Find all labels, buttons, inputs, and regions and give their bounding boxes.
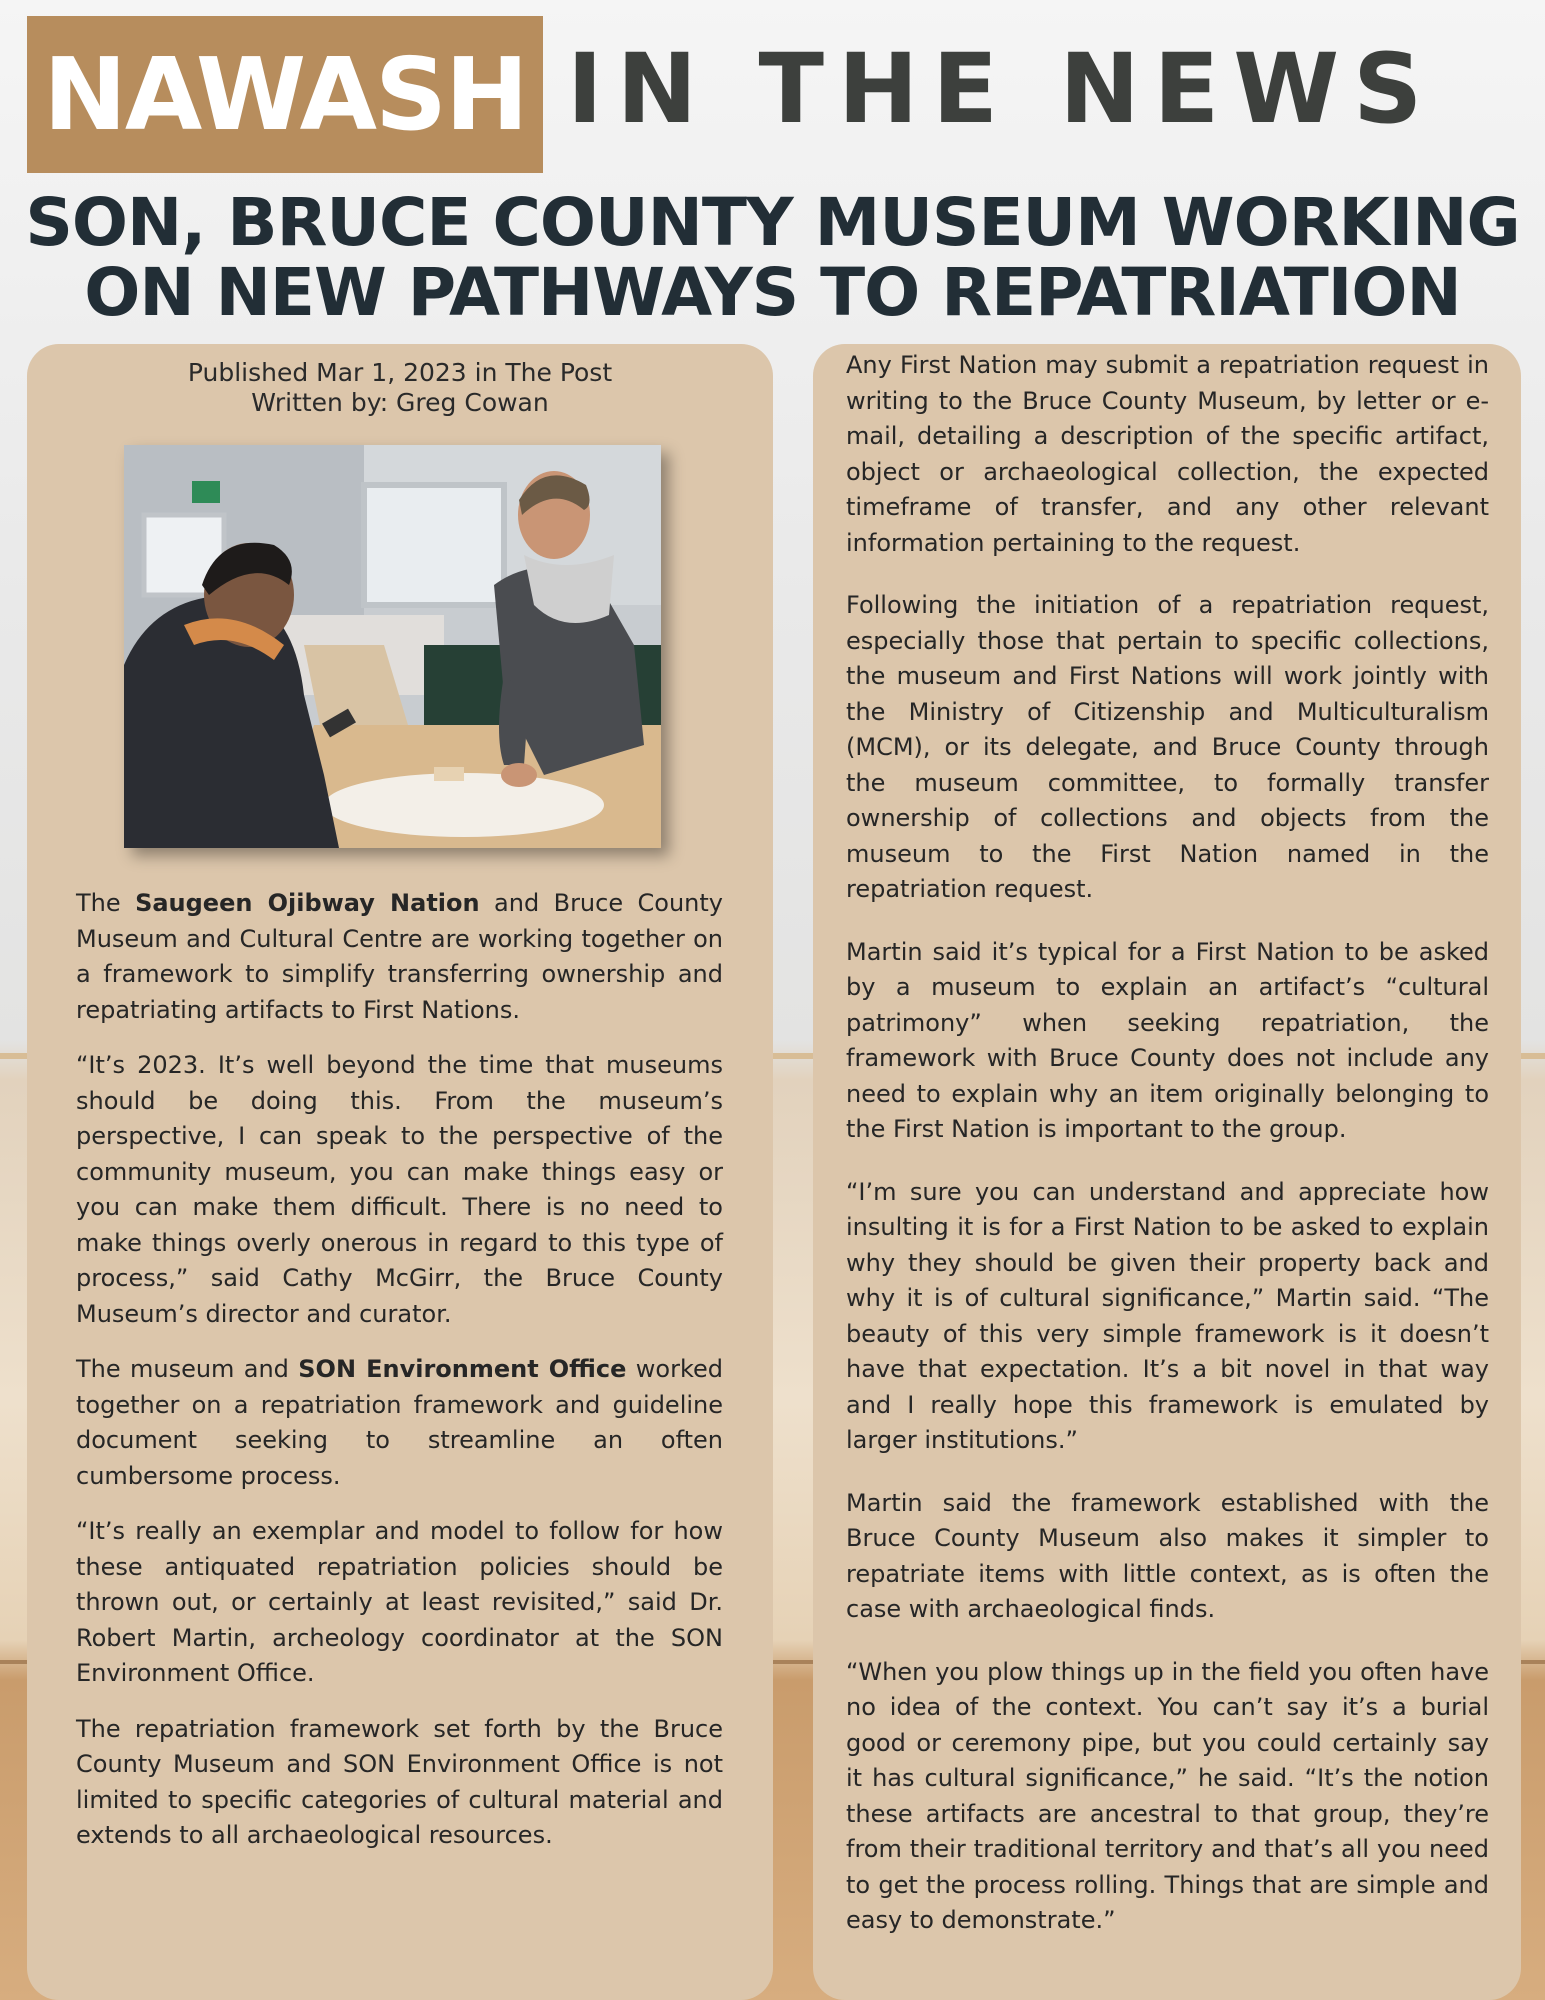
brand-box [27, 16, 543, 173]
left-article-body [76, 886, 723, 1874]
paragraph: “It’s 2023. It’s well beyond the time that museums should be doing this. From the museum’s perspective, I can speak to the perspective of the community museum, you can make things easy or you can make them difficult. There is no need to make things overly onerous in regard to this type of process,” said Cathy McGirr, the Bruce County Museum’s director and curator. [76, 1051, 723, 1328]
byline [27, 358, 773, 418]
author: Written by: Greg Cowan [251, 388, 549, 417]
photo-illustration [124, 445, 661, 848]
paragraph: “When you plow things up in the field you often have no idea of the context. You can’t say it’s a burial good or ceremony pipe, but you could certainly say it has cultural significance,” he said. “It’s the notion these artifacts are ancestral to that group, they’re from their traditional territory and that’s all you need to get the process rolling. Things that are simple and easy to demonstrate.” [846, 1657, 1489, 1934]
paragraph: Martin said it’s typical for a First Nation to be asked by a museum to explain an artifact’s “cultural patrimony” when seeking repatriation, the framework with Bruce County does not include any need to explain why an item originally belonging to the First Nation is important to the group. [846, 937, 1489, 1143]
headline-line-1: SON, BRUCE COUNTY MUSEUM WORKING [25, 184, 1520, 261]
right-article-body [846, 348, 1489, 1966]
right-column [813, 344, 1521, 2000]
article-photo [124, 445, 661, 848]
paragraph: The museum and SON Environment Office worked together on a repatriation framework and guideline document seeking to streamline an often cumbersome process. [76, 1355, 723, 1490]
paragraph: “I’m sure you can understand and appreciate how insulting it is for a First Nation to be asked to explain why they should be given their property back and why it is of cultural significance,” Martin said. “The beauty of this very simple framework is it doesn’t have that expectation. It’s a bit novel in that way and I really hope this framework is emulated by larger institutions.” [846, 1177, 1489, 1454]
headline-line-2: ON NEW PATHWAYS TO REPATRIATION [84, 254, 1461, 331]
paragraph: Following the initiation of a repatriation request, especially those that pertain to specific collections, the museum and First Nations will work jointly with the Ministry of Citizenship and Multiculturalism (MCM), or its delegate, and Bruce County through the museum committee, to formally transfer ownership of collections and objects from the museum to the First Nation named in the repatriation request. [846, 591, 1489, 903]
published-date: Published Mar 1, 2023 in The Post [187, 358, 613, 387]
brand-title: NAWASH [43, 36, 527, 153]
paragraph: The Saugeen Ojibway Nation and Bruce County Museum and Cultural Centre are working together on a framework to simplify transferring ownership and repatriating artifacts to First Nations. [76, 889, 723, 1024]
bold-org-name: SON Environment Office [298, 1355, 627, 1383]
paragraph: “It’s really an exemplar and model to follow for how these antiquated repatriation policies should be thrown out, or certainly at least revisited,” said Dr. Robert Martin, archeology coordinator at the SON Environment Office. [76, 1517, 723, 1687]
bold-org-name: Saugeen Ojibway Nation [135, 889, 480, 917]
paragraph: Any First Nation may submit a repatriation request in writing to the Bruce County Museum, by letter or e-mail, detailing a description of the specific artifact, object or archaeological collection, the expected timeframe of transfer, and any other relevant information pertaining to the request. [846, 351, 1489, 557]
paragraph: Martin said the framework established with the Bruce County Museum also makes it simpler to repatriate items with little context, as is often the case with archaeological finds. [846, 1488, 1489, 1623]
left-column [27, 344, 773, 2000]
article-headline [20, 184, 1525, 331]
paragraph: The repatriation framework set forth by the Bruce County Museum and SON Environment Office is not limited to specific categories of cultural material and extends to all archaeological resources. [76, 1714, 723, 1849]
section-title: IN THE NEWS [567, 33, 1437, 145]
